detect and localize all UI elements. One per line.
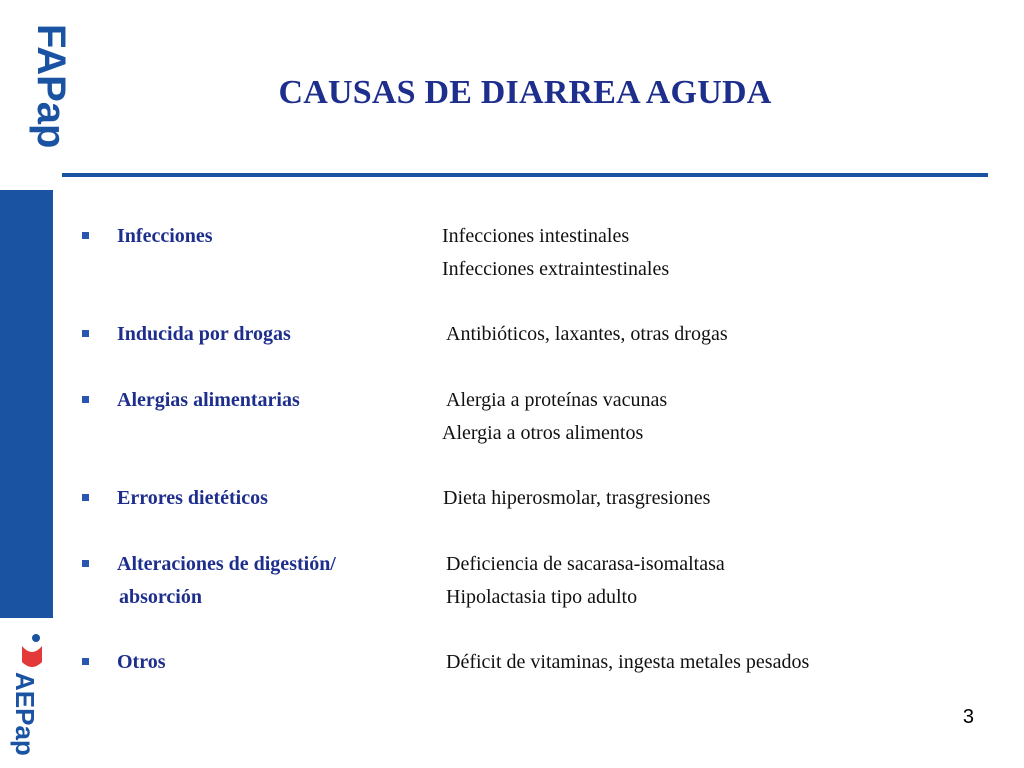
bullet-square [82,560,89,567]
cause-label-infecciones: Infecciones [117,225,213,247]
bullet-square [82,232,89,239]
aepap-logo-text: AEPap [10,672,40,756]
bullet-square [82,330,89,337]
cause-detail: Alergia a otros alimentos [442,422,644,444]
cause-detail: Deficiencia de sacarasa-isomaltasa [446,553,725,575]
cause-label-alergias: Alergias alimentarias [117,389,300,411]
cause-detail: Antibióticos, laxantes, otras drogas [446,323,728,345]
bullet-square [82,658,89,665]
cause-label-alteraciones: Alteraciones de digestión/ [117,553,336,575]
page-number: 3 [962,706,974,728]
slide-title: CAUSAS DE DIARREA AGUDA [278,74,772,111]
cause-label-otros: Otros [117,651,166,673]
cause-label-errores: Errores dietéticos [117,487,268,509]
bullet-square [82,396,89,403]
cause-label-alteraciones-continued: absorción [119,586,202,608]
cause-label-drogas: Inducida por drogas [117,323,291,345]
fapap-logo-text: FAPap [29,24,73,149]
cause-detail: Déficit de vitaminas, ingesta metales pesados [446,651,810,673]
cause-detail: Dieta hiperosmolar, trasgresiones [443,487,711,509]
bullet-square [82,494,89,501]
cause-detail: Hipolactasia tipo adulto [446,586,638,608]
cause-detail: Infecciones intestinales [442,225,630,247]
cause-detail: Alergia a proteínas vacunas [446,389,668,411]
cause-detail: Infecciones extraintestinales [442,258,670,280]
